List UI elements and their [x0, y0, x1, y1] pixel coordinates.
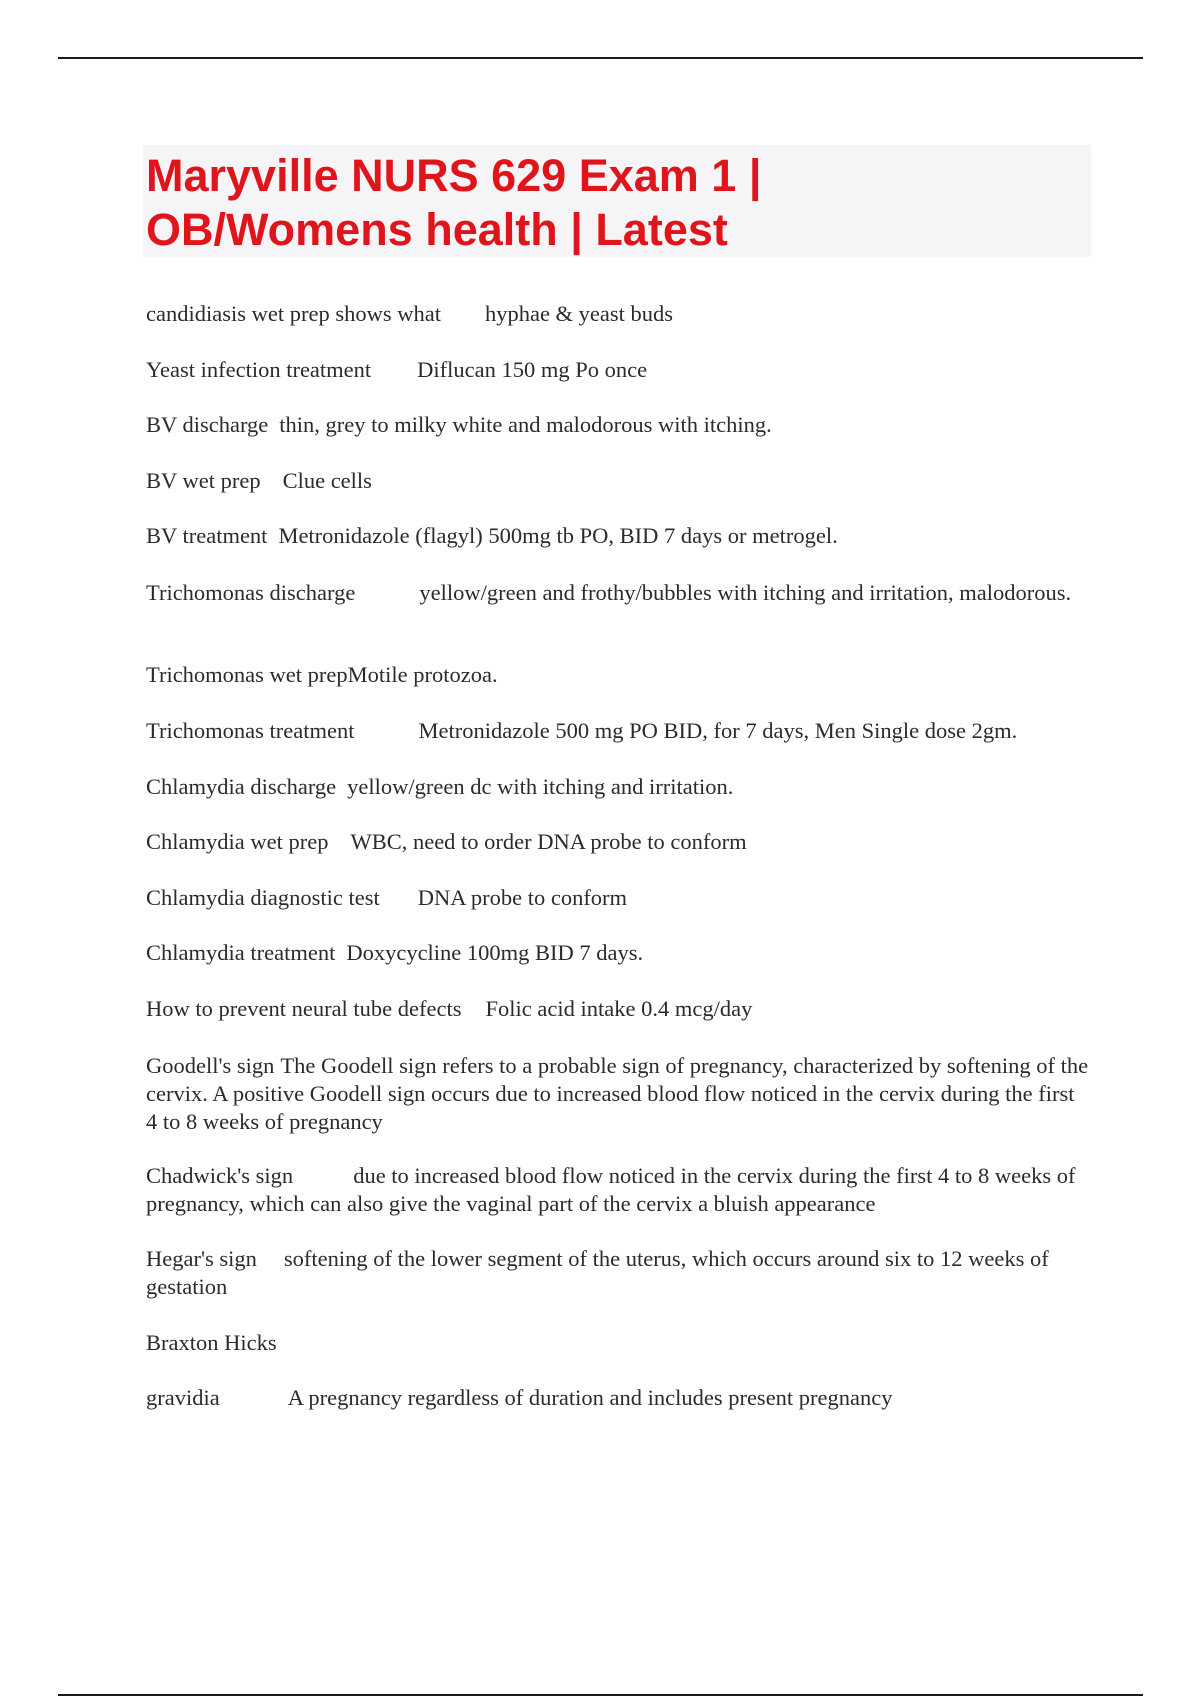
entry-definition: Metronidazole 500 mg PO BID, for 7 days, Men Single dose 2gm.	[418, 718, 1018, 743]
entry-term: BV discharge	[146, 412, 269, 437]
entry-term: Yeast infection treatment	[146, 357, 372, 382]
entry-definition: yellow/green dc with itching and irritation.	[347, 774, 734, 799]
entry-term: Chlamydia treatment	[146, 940, 336, 965]
entry-definition: yellow/green and frothy/bubbles with itching and irritation, malodorous.	[419, 580, 1072, 605]
list-item	[146, 411, 1091, 439]
list-item	[146, 717, 1091, 745]
title-banner	[143, 145, 1091, 257]
entry-term: Braxton Hicks	[146, 1330, 277, 1355]
entry-term: candidiasis wet prep shows what	[146, 301, 441, 326]
list-item	[146, 1245, 1091, 1301]
entry-term: Chlamydia wet prep	[146, 829, 329, 854]
entry-term: Hegar's sign	[146, 1246, 257, 1271]
list-item	[146, 939, 1091, 967]
page-title: Maryville NURS 629 Exam 1 | OB/Womens health | Latest	[146, 150, 762, 255]
entry-term: gravidia	[146, 1385, 220, 1410]
entry-term: How to prevent neural tube defects	[146, 996, 462, 1021]
list-item	[146, 1329, 1091, 1357]
entry-definition: due to increased blood flow noticed in the cervix during the first 4 to 8 weeks of pregnancy, which can also give the vaginal part of the cervix a bluish appearance	[146, 1163, 1076, 1216]
entry-term: Chlamydia diagnostic test	[146, 885, 380, 910]
list-item	[146, 579, 1091, 607]
list-item	[146, 1384, 1091, 1412]
list-item	[146, 522, 1091, 550]
entry-definition: Clue cells	[282, 468, 372, 493]
entry-term: BV treatment	[146, 523, 268, 548]
entry-term: Trichomonas wet prep	[146, 662, 348, 687]
entry-term: BV wet prep	[146, 468, 261, 493]
entry-definition: Metronidazole (flagyl) 500mg tb PO, BID 7 days or metrogel.	[278, 523, 838, 548]
list-item	[146, 661, 1091, 689]
entry-definition: thin, grey to milky white and malodorous with itching.	[279, 412, 772, 437]
entry-definition: hyphae & yeast buds	[484, 301, 674, 326]
entry-definition: Doxycycline 100mg BID 7 days.	[346, 940, 644, 965]
bottom-rule	[58, 1694, 1143, 1696]
list-item	[146, 467, 1091, 495]
entry-definition: Folic acid intake 0.4 mcg/day	[485, 996, 753, 1021]
entry-definition: WBC, need to order DNA probe to conform	[350, 829, 747, 854]
entry-term: Goodell's sign	[146, 1053, 275, 1078]
list-item	[146, 356, 1091, 384]
entry-term: Trichomonas treatment	[146, 718, 355, 743]
list-item	[146, 828, 1091, 856]
entry-definition: Diflucan 150 mg Po once	[417, 357, 648, 382]
entry-definition: The Goodell sign refers to a probable sign of pregnancy, characterized by softening of the cervix. A positive Goodell sign occurs due to increased blood flow noticed in the cervix during the first 4 to 8 weeks of pregnancy	[146, 1053, 1089, 1134]
list-item	[146, 300, 1091, 328]
entry-term: Chadwick's sign	[146, 1163, 294, 1188]
list-item	[146, 1052, 1091, 1136]
entry-definition: softening of the lower segment of the uterus, which occurs around six to 12 weeks of gestation	[146, 1246, 1049, 1299]
entry-term: Chlamydia discharge	[146, 774, 337, 799]
list-item	[146, 1162, 1091, 1218]
list-item	[146, 884, 1091, 912]
list-item	[146, 773, 1091, 801]
entry-definition: DNA probe to conform	[417, 885, 628, 910]
top-rule	[58, 57, 1143, 59]
entry-definition: Motile protozoa.	[347, 662, 498, 687]
list-item	[146, 995, 1091, 1023]
entry-definition: A pregnancy regardless of duration and includes present pregnancy	[287, 1385, 893, 1410]
entry-term: Trichomonas discharge	[146, 580, 356, 605]
